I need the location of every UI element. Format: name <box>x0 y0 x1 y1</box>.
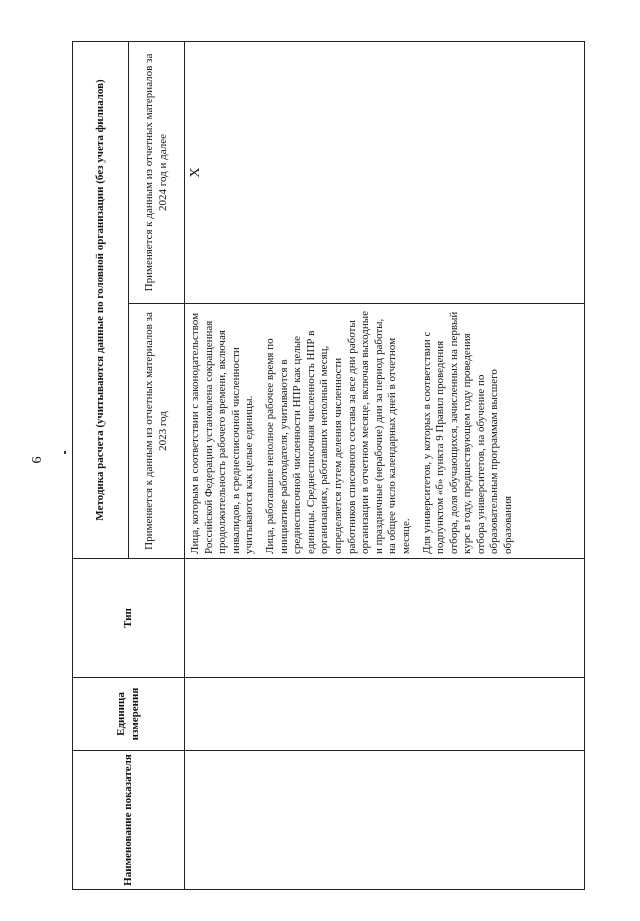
scan-speck <box>64 451 66 454</box>
header-unit: Единица измерения <box>73 678 185 751</box>
indicator-table <box>72 41 585 890</box>
cell-unit <box>185 678 585 751</box>
subheader-2024: Применяется к данным из отчетных материалов за 2024 год и далее <box>129 41 185 303</box>
cell-method-2024 <box>185 41 585 303</box>
cell-type <box>185 559 585 678</box>
not-applicable-mark: X <box>188 167 203 178</box>
header-indicator-name: Наименование показателя <box>73 751 185 890</box>
rotated-table-frame <box>72 42 585 890</box>
method-2023-paragraph: Лица, которым в соответствии с законодательством Российской Федерации установлена сокращенная продолжительность рабочего времени, включая инвалидов, в среднесписочной численности учитываются как целые единицы. <box>189 312 256 554</box>
method-2023-paragraph: Для университетов, у которых в соответствии с подпунктом «б» пункта 9 Правил проведения отбора, доля обучающихся, зачисленных на первый курс в году, предшествующем году проведения отбора университетов, на обучение по образовательным программам высшего образования <box>420 311 515 554</box>
page-number: 6 <box>30 456 45 464</box>
cell-method-2023 <box>185 304 585 559</box>
cell-indicator-name <box>185 751 585 890</box>
subheader-2023: Применяется к данным из отчетных материалов за 2023 год <box>129 304 185 559</box>
header-method: Методика расчета (учитываются данные по головной организации (без учета филиалов) <box>73 41 129 558</box>
method-2023-paragraph: Лица, работавшие неполное рабочее время по инициативе работодателя, учитываются в среднесписочной численности НПР как целые единицы. Среднесписочная численность НПР в организациях, работавших неполный месяц, определяется путем деления численности работников списочного состава за все дни работы организации в отчетном месяце, включая выходные и праздничные (нерабочие) дни за период работы, на общее число календарных дней в отчетном месяце. <box>263 310 412 554</box>
header-type: Тип <box>73 559 185 678</box>
